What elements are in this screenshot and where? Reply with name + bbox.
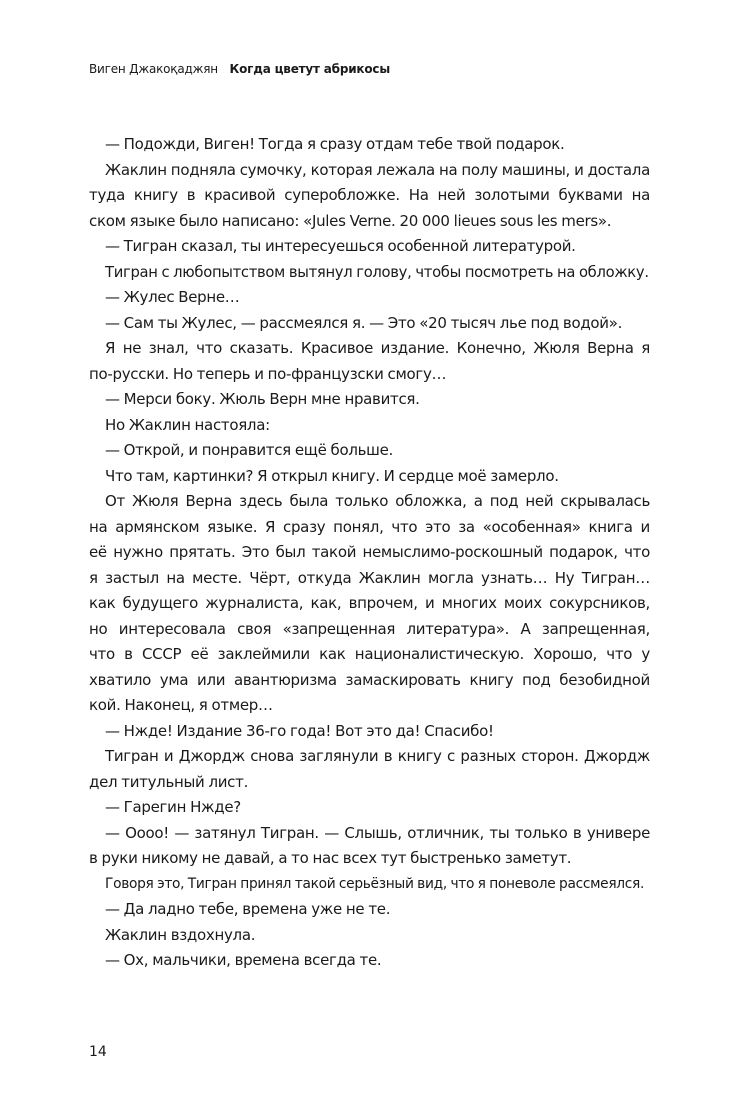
text-line: Тигран с любопытством вытянул голову, чтобы посмотреть на обложку.	[105, 264, 649, 281]
text-line: — Оооо! — затянул Тигран. — Слышь, отличник, ты только в универе	[105, 824, 650, 842]
text-line: Тигран и Джордж снова заглянули в книгу с разных сторон. Джордж	[105, 747, 650, 765]
text-line: — Гарегин Нжде?	[105, 798, 241, 816]
text-line: кой. Наконец, я отмер…	[89, 696, 273, 714]
text-line: — Жулес Верне…	[105, 288, 240, 306]
text-line: как будущего журналиста, как, впрочем, и многих моих сокурсников,	[89, 594, 650, 612]
text-line: Жаклин вздохнула.	[105, 926, 256, 944]
running-head	[89, 62, 390, 76]
text-line: — Ох, мальчики, времена всегда те.	[105, 951, 382, 969]
text-line: ском языке было написано: «Jules Verne. 20 000 lieues sous les mers».	[89, 212, 612, 230]
text-line: Говоря это, Тигран принял такой серьёзный вид, что я поневоле рассмеялся.	[105, 876, 645, 892]
text-line: но интересовала своя «запрещенная литература». А запрещенная,	[89, 620, 650, 638]
text-line: — Нжде! Издание 36-го года! Вот это да! Спасибо!	[105, 722, 494, 740]
text-line: — Да ладно тебе, времена уже не те.	[105, 900, 391, 918]
text-line: в руки никому не давай, а то нас всех тут быстренько заметут.	[89, 849, 572, 867]
text-line: по-русски. Но теперь и по-французски смогу…	[89, 365, 447, 383]
text-line: Я не знал, что сказать. Красивое издание. Конечно, Жюля Верна я	[105, 339, 650, 357]
text-line: Но Жаклин настояла:	[105, 416, 270, 434]
text-line: Что там, картинки? Я открыл книгу. И сердце моё замерло.	[105, 467, 559, 485]
running-head-book-title: Когда цветут абрикосы	[229, 62, 390, 76]
text-line: — Открой, и понравится ещё больше.	[105, 441, 393, 459]
text-line: хватило ума или авантюризма замаскировать книгу под безобидной	[89, 671, 650, 689]
text-line: — Подожди, Виген! Тогда я сразу отдам тебе твой подарок.	[105, 135, 565, 153]
text-line: — Тигран сказал, ты интересуешься особенной литературой.	[105, 237, 576, 255]
text-line: я застыл на месте. Чёрт, откуда Жаклин могла узнать… Ну Тигран…	[89, 569, 650, 587]
page-number: 14	[89, 1044, 107, 1060]
running-head-author: Виген Джакоқаджян	[89, 62, 218, 76]
text-line: — Мерси боку. Жюль Верн мне нравится.	[105, 390, 420, 408]
text-line: — Сам ты Жулес, — рассмеялся я. — Это «20 тысяч лье под водой».	[105, 314, 623, 332]
text-line: дел титульный лист.	[89, 773, 249, 791]
text-line: туда книгу в красивой суперобложке. На ней золотыми буквами на	[89, 186, 650, 204]
text-line: её нужно прятать. Это был такой немыслимо-роскошный подарок, что	[89, 543, 650, 561]
text-line: Жаклин подняла сумочку, которая лежала на полу машины, и достала	[105, 161, 650, 179]
text-line: на армянском языке. Я сразу понял, что это за «особенная» книга и	[89, 518, 650, 536]
text-line: От Жюля Верна здесь была только обложка, а под ней скрывалась	[105, 492, 650, 510]
text-line: что в СССР её заклеймили как националистическую. Хорошо, что у	[89, 645, 650, 663]
